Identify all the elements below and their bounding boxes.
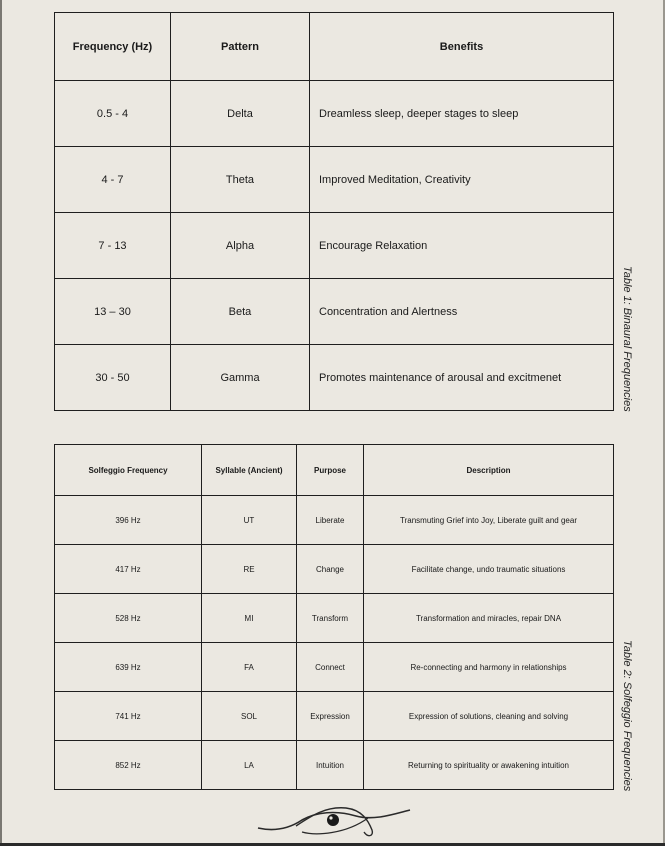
frequency-cell: 741 Hz bbox=[55, 692, 202, 741]
column-header: Pattern bbox=[171, 13, 310, 81]
table1-caption: Table 1: Binaural Frequencies bbox=[621, 266, 633, 412]
pattern-cell: Gamma bbox=[171, 345, 310, 411]
syllable-cell: MI bbox=[202, 594, 297, 643]
table-row bbox=[55, 279, 614, 345]
description-cell: Transmuting Grief into Joy, Liberate guilt and gear bbox=[364, 496, 614, 545]
column-header: Description bbox=[364, 445, 614, 496]
table-row bbox=[55, 741, 614, 790]
column-header: Purpose bbox=[297, 445, 364, 496]
table-row bbox=[55, 345, 614, 411]
pattern-cell: Alpha bbox=[171, 213, 310, 279]
pattern-cell: Delta bbox=[171, 81, 310, 147]
table-row bbox=[55, 545, 614, 594]
frequency-cell: 396 Hz bbox=[55, 496, 202, 545]
table-row bbox=[55, 594, 614, 643]
purpose-cell: Transform bbox=[297, 594, 364, 643]
description-cell: Transformation and miracles, repair DNA bbox=[364, 594, 614, 643]
column-header: Syllable (Ancient) bbox=[202, 445, 297, 496]
frequency-cell: 30 - 50 bbox=[55, 345, 171, 411]
benefits-cell: Encourage Relaxation bbox=[310, 213, 614, 279]
frequency-cell: 852 Hz bbox=[55, 741, 202, 790]
frequency-cell: 639 Hz bbox=[55, 643, 202, 692]
description-cell: Re-connecting and harmony in relationships bbox=[364, 643, 614, 692]
solfeggio-frequencies-table bbox=[54, 444, 614, 790]
benefits-cell: Improved Meditation, Creativity bbox=[310, 147, 614, 213]
syllable-cell: UT bbox=[202, 496, 297, 545]
frequency-cell: 528 Hz bbox=[55, 594, 202, 643]
column-header: Solfeggio Frequency bbox=[55, 445, 202, 496]
frequency-cell: 13 – 30 bbox=[55, 279, 171, 345]
syllable-cell: RE bbox=[202, 545, 297, 594]
purpose-cell: Intuition bbox=[297, 741, 364, 790]
binaural-frequencies-table bbox=[54, 12, 614, 411]
pattern-cell: Beta bbox=[171, 279, 310, 345]
benefits-cell: Promotes maintenance of arousal and excitmenet bbox=[310, 345, 614, 411]
purpose-cell: Expression bbox=[297, 692, 364, 741]
frequency-cell: 417 Hz bbox=[55, 545, 202, 594]
column-header: Benefits bbox=[310, 13, 614, 81]
frequency-cell: 0.5 - 4 bbox=[55, 81, 171, 147]
table-row bbox=[55, 147, 614, 213]
purpose-cell: Connect bbox=[297, 643, 364, 692]
purpose-cell: Change bbox=[297, 545, 364, 594]
frequency-cell: 4 - 7 bbox=[55, 147, 171, 213]
table-row bbox=[55, 81, 614, 147]
description-cell: Expression of solutions, cleaning and solving bbox=[364, 692, 614, 741]
page-edge-left bbox=[0, 0, 2, 846]
frequency-cell: 7 - 13 bbox=[55, 213, 171, 279]
description-cell: Facilitate change, undo traumatic situations bbox=[364, 545, 614, 594]
table-row bbox=[55, 213, 614, 279]
pattern-cell: Theta bbox=[171, 147, 310, 213]
benefits-cell: Dreamless sleep, deeper stages to sleep bbox=[310, 81, 614, 147]
syllable-cell: LA bbox=[202, 741, 297, 790]
description-cell: Returning to spirituality or awakening intuition bbox=[364, 741, 614, 790]
syllable-cell: FA bbox=[202, 643, 297, 692]
table2-caption: Table 2: Solfeggio Frequencies bbox=[621, 640, 633, 792]
table-header-row bbox=[55, 445, 614, 496]
table-row bbox=[55, 496, 614, 545]
eye-ornament-icon bbox=[256, 800, 412, 840]
benefits-cell: Concentration and Alertness bbox=[310, 279, 614, 345]
table-row bbox=[55, 643, 614, 692]
column-header: Frequency (Hz) bbox=[55, 13, 171, 81]
table-header-row bbox=[55, 13, 614, 81]
syllable-cell: SOL bbox=[202, 692, 297, 741]
purpose-cell: Liberate bbox=[297, 496, 364, 545]
table-row bbox=[55, 692, 614, 741]
